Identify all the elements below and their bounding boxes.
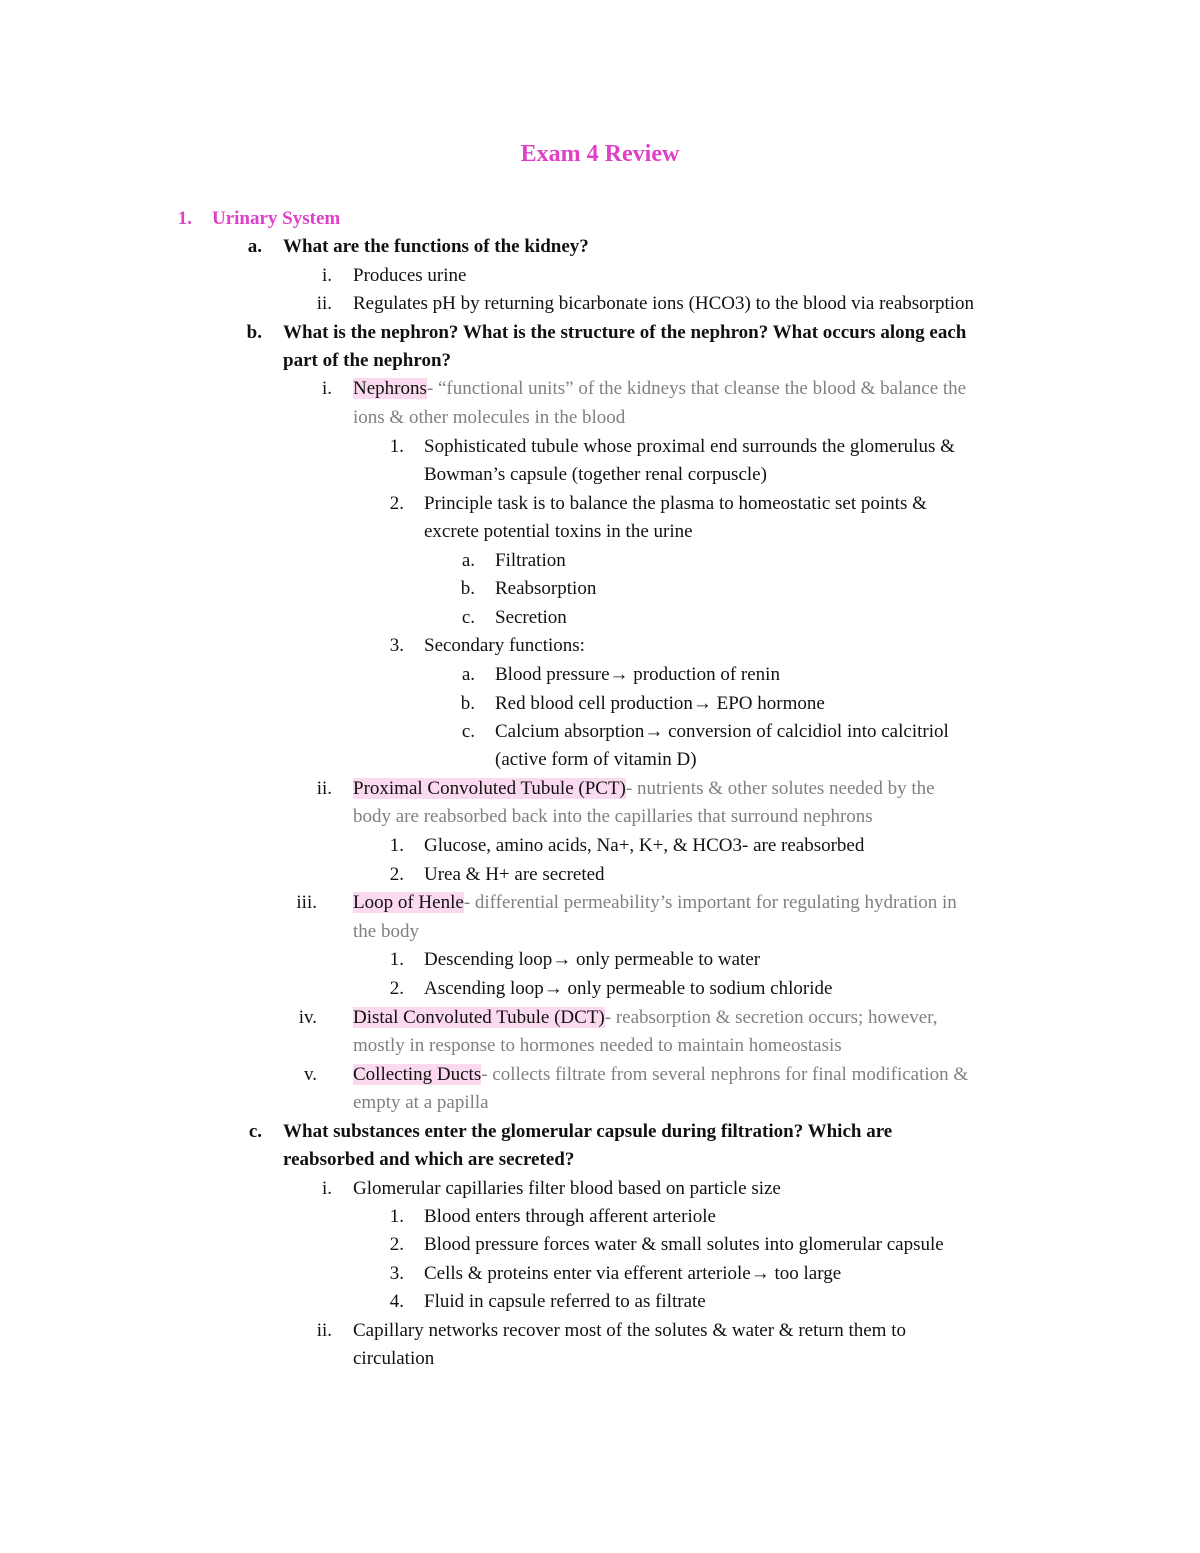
term-description: - “functional units” of the kidneys that cleanse the blood & balance the [426,378,967,399]
list-item: Reabsorption [495,578,597,599]
item-marker: b. [460,693,475,714]
list-item: Calcium absorption→ conversion of calcidiol into calcitriol [495,721,949,742]
question-text: What substances enter the glomerular capsule during filtration? Which are [283,1121,893,1142]
list-item: Urea & H+ are secreted [424,864,605,885]
item-marker: a. [461,664,475,685]
list-item: Red blood cell production→ EPO hormone [495,693,825,714]
list-item: Capillary networks recover most of the solutes & water & return them to [353,1320,906,1341]
item-marker: ii. [316,293,332,314]
item-marker: ii. [316,778,332,799]
list-item: Glucose, amino acids, Na+, K+, & HCO3- are reabsorbed [424,835,865,856]
item-marker: 1. [389,949,404,970]
list-item: (active form of vitamin D) [495,749,697,770]
list-item: Secondary functions: [424,635,585,656]
item-marker: c. [461,721,475,742]
question-marker: b. [246,322,262,343]
list-item: Glomerular capillaries filter blood based on particle size [353,1178,781,1199]
page-title: Exam 4 Review [520,141,680,167]
item-marker: 2. [389,864,404,885]
highlighted-term: Proximal Convoluted Tubule (PCT) [353,778,626,799]
list-item: circulation [353,1348,435,1369]
list-item [353,1061,968,1089]
item-marker: 1. [389,436,404,457]
item-marker: b. [460,578,475,599]
term-description: ions & other molecules in the blood [353,407,626,428]
section-marker: 1. [177,208,192,229]
list-item: Regulates pH by returning bicarbonate ions (HCO3) to the blood via reabsorption [353,293,975,314]
question-text: reabsorbed and which are secreted? [283,1149,575,1170]
list-item: Blood enters through afferent arteriole [424,1206,716,1227]
list-item: Filtration [495,550,566,571]
highlighted-term: Collecting Ducts [353,1064,482,1085]
list-item: Sophisticated tubule whose proximal end surrounds the glomerulus & [424,436,955,457]
item-marker: iii. [296,892,317,913]
list-item: Blood pressure→ production of renin [495,664,780,685]
item-marker: iv. [298,1007,317,1028]
item-marker: ii. [316,1320,332,1341]
item-marker: 4. [389,1291,404,1312]
term-description: empty at a papilla [353,1092,489,1113]
list-item: Bowman’s capsule (together renal corpuscle) [424,464,767,485]
term-description: - reabsorption & secretion occurs; however, [604,1007,938,1028]
list-item: Principle task is to balance the plasma to homeostatic set points & [424,493,927,514]
question-text: part of the nephron? [283,350,452,371]
item-marker: 2. [389,1234,404,1255]
item-marker: a. [461,550,475,571]
term-description: - nutrients & other solutes needed by the [625,778,935,799]
list-item: Cells & proteins enter via efferent arteriole→ too large [424,1263,842,1284]
question-marker: c. [248,1121,262,1142]
term-description: - differential permeability’s important for regulating hydration in [463,892,957,913]
term-description: - collects filtrate from several nephrons for final modification & [481,1064,969,1085]
term-description: body are reabsorbed back into the capillaries that surround nephrons [353,806,873,827]
item-marker: 3. [389,1263,404,1284]
term-description: mostly in response to hormones needed to maintain homeostasis [353,1035,842,1056]
list-item: Descending loop→ only permeable to water [424,949,761,970]
item-marker: 1. [389,835,404,856]
list-item: Produces urine [353,265,467,286]
question-text: What are the functions of the kidney? [283,236,589,257]
list-item: Ascending loop→ only permeable to sodium chloride [424,978,833,999]
list-item: Fluid in capsule referred to as filtrate [424,1291,706,1312]
list-item [353,375,966,403]
item-marker: i. [321,265,332,286]
highlighted-term: Loop of Henle [353,892,464,913]
item-marker: 2. [389,978,404,999]
section-heading: Urinary System [212,208,341,229]
item-marker: i. [321,1178,332,1199]
highlighted-term: Nephrons [353,378,427,399]
item-marker: 3. [389,635,404,656]
term-description: the body [353,921,419,942]
item-marker: 2. [389,493,404,514]
list-item: Blood pressure forces water & small solutes into glomerular capsule [424,1234,944,1255]
highlighted-term: Distal Convoluted Tubule (DCT) [353,1007,605,1028]
list-item [353,889,957,917]
list-item [353,775,935,803]
item-marker: 1. [389,1206,404,1227]
question-marker: a. [247,236,262,257]
list-item: Secretion [495,607,567,628]
item-marker: i. [321,378,332,399]
item-marker: v. [303,1064,317,1085]
item-marker: c. [461,607,475,628]
list-item [353,1004,937,1032]
question-text: What is the nephron? What is the structure of the nephron? What occurs along each [283,322,967,343]
list-item: excrete potential toxins in the urine [424,521,693,542]
